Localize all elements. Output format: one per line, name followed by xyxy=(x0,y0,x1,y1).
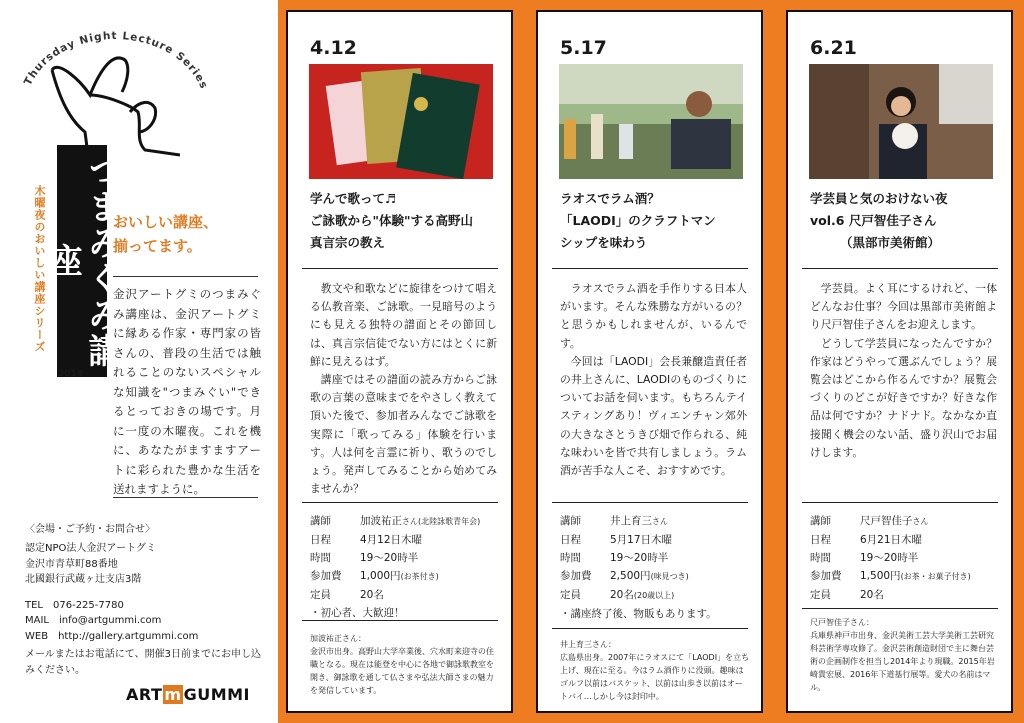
contact-mail[interactable]: MAIL info@artgummi.com xyxy=(25,615,162,626)
lecture-photo-books xyxy=(309,64,493,179)
intro-text: 金沢アートグミのつまみぐみ講座は、金沢アートグミに縁ある作家・専門家の皆さんの、普段の生活では触れることのないスペシャルな知識を"つまみぐい"できるとっておきの場です。月に一度の木曜夜。これを機に、あなたがますますアートに彩られた豊かな生活を送れますように。 xyxy=(113,287,261,496)
contact-address-1: 金沢市青草町88番地 xyxy=(25,558,118,570)
series-subtitle: 木曜夜のおいしい講座シリーズ xyxy=(33,185,46,353)
lecture-title: 学芸員と気のおけない夜 vol.6 尺戸智佳子さん （黒部市美術館） xyxy=(810,191,948,250)
contact-heading: 〈会場・ご予約・お問合せ〉 xyxy=(25,524,155,535)
lecture-info: 講師 井上育三さん 日程 5月17日木曜 時間 19～20時半 参加費 2,500円(味見つき) 定員 20名(20歳以上) ・講座終了後、物販もあります。 xyxy=(560,515,717,620)
contact-web[interactable]: WEB http://gallery.artgummi.com xyxy=(25,630,199,642)
lecture-photo-curator xyxy=(809,64,993,179)
lecture-info: 講師 加波祐正さん(北陸詠歌青年会) 日程 4月12日木曜 時間 19～20時半 参加費 1,000円(お茶付き) 定員 20名 ・初心者、大歓迎！ xyxy=(310,515,481,619)
divider xyxy=(552,502,748,503)
divider xyxy=(302,620,498,621)
divider xyxy=(552,628,748,629)
lecture-date: 6.21 xyxy=(810,37,857,59)
intro-top-rule xyxy=(113,276,258,277)
series-year: 2018 xyxy=(58,369,84,379)
lecturer-bio: 加波祐正さん： 金沢市出身。高野山大学卒業後、穴水町来迎寺の住職となる。現在は能登を中心に各地で御詠歌教室を開き、御詠歌を通して仏さまや弘法大師さまの魅力を発信しています。 xyxy=(310,634,494,695)
tagline-line-1: おいしい講座、 xyxy=(113,213,219,231)
lecture-body: ラオスでラム酒を手作りする日本人がいます。そんな殊勝な方がいるの？と思うかもしれませんが、いるんです。 今回は「LAODI」会長兼醸造責任者の井上さんに、LAODIのものづくりについてお話を伺います。もちろんテイスティングあり！ヴィエンチャン郊外の大きなさとうきび畑で作られる、純な味わいを皆で共有しましょう。ラム酒が苦手な人こそ、おすすめです。 xyxy=(560,282,747,478)
lecture-card-1 xyxy=(286,10,513,713)
divider xyxy=(802,268,998,269)
lecture-card-3 xyxy=(786,10,1013,713)
lecture-photo-rum xyxy=(559,64,743,179)
tagline xyxy=(113,210,218,258)
contact-block xyxy=(25,541,270,644)
lecturer-bio: 井上育三さん： 広島県出身。2007年にラオスにて「LAODI」を立ち上げ、現在に至る。今はラム酒作りに没頭。趣味はゴルフ以前はバスケット、以前は山歩き以前はオートバイ…しかし今は封印中。 xyxy=(560,640,750,701)
series-title: つまみぐみ講座 xyxy=(57,145,107,377)
artgummi-logo: ART m GUMMI xyxy=(126,685,250,704)
divider xyxy=(802,502,998,503)
intro-bottom-rule xyxy=(113,497,258,498)
divider xyxy=(302,502,498,503)
series-english: Thursday Night Lecture Series xyxy=(21,29,210,92)
lecturer-bio: 尺戸智佳子さん： 兵庫県神戸市出身、金沢美術工芸大学美術工芸研究科芸術学専攻修了。金沢芸術創造財団で主に舞台芸術の企画制作を担当し2014年より現職。2015年岩崎貴宏展、2016年下道基行展等。愛犬の名前はマル。 xyxy=(810,618,995,692)
divider xyxy=(802,608,998,609)
lecture-card-2 xyxy=(536,10,763,713)
lecture-body: 教文や和歌などに旋律をつけて唱える仏教音楽、ご詠歌。一見暗号のようにも見える独特の譜面とその節回しは、真言宗信徒でない方にはとくに新鮮に見えるはず。 講座ではその譜面の読み方からご詠歌の言葉の意味までをやさしく教えて頂いた後で、参加者みんなでご詠歌を実際に「歌ってみる」体験を行います。人は何を言霊に祈り、歌うのでしょう。発声してみることから始めてみませんか？ xyxy=(310,282,497,496)
tagline-line-2: 揃ってます。 xyxy=(113,237,202,255)
contact-address-2: 北國銀行武蔵ヶ辻支店3階 xyxy=(25,574,142,585)
lecture-body: 学芸員。よく耳にするけれど、一体どんなお仕事？今回は黒部市美術館より尺戸智佳子さんをお迎えします。 どうして学芸員になったんですか？作家はどうやって選ぶんでしょう？展覧会はどこから作るんですか？展覧会づくりのどこが好きですか？好きな作品は何ですか？ナドナド。なかなか直接聞く機会のない話、盛り沢山でお届けします。 xyxy=(810,282,997,459)
lecture-info: 講師 尺戸智佳子さん 日程 6月21日木曜 時間 19～20時半 参加費 1,500円(お茶・お菓子付き) 定員 20名 xyxy=(810,515,971,601)
left-panel xyxy=(0,0,278,723)
lecture-title: ラオスでラム酒？ 「LAODI」のクラフトマン シップを味わう xyxy=(560,191,716,250)
divider xyxy=(302,268,498,269)
contact-tel: TEL 076-225-7780 xyxy=(25,599,124,611)
lecture-date: 5.17 xyxy=(560,37,607,59)
deadline-note: メールまたはお電話にて、開催3日前までにお申し込みください。 xyxy=(25,649,261,676)
lecture-date: 4.12 xyxy=(310,37,357,59)
contact-org: 認定NPO法人金沢アートグミ xyxy=(25,543,156,554)
divider xyxy=(552,268,748,269)
lecture-title: 学んで歌って♬ ご詠歌から"体験"する高野山 真言宗の教え xyxy=(310,191,474,250)
